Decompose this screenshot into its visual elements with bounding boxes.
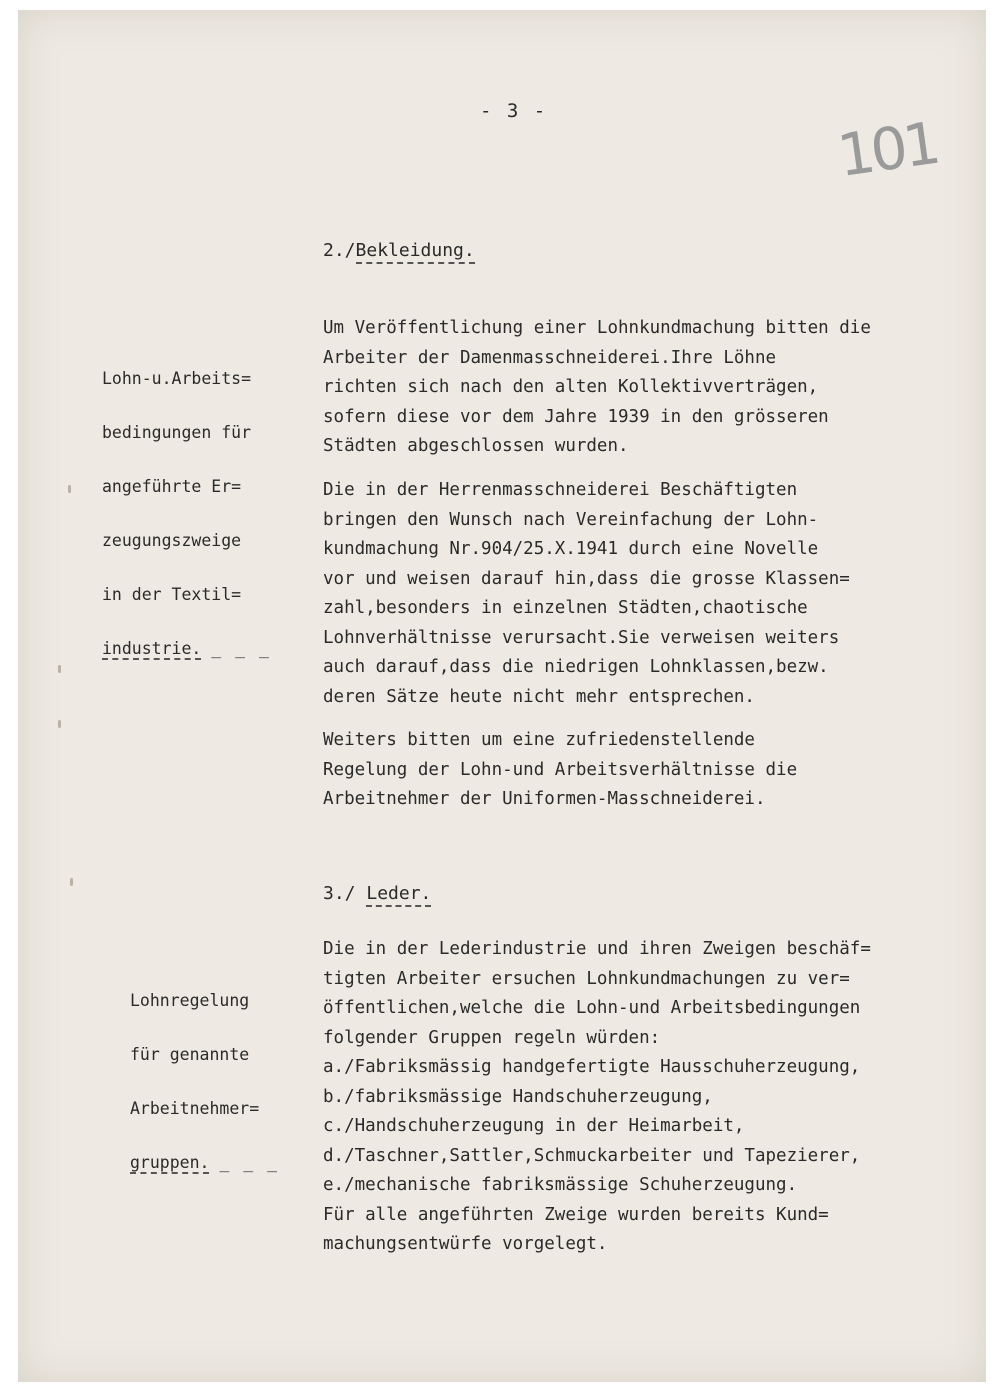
section-3-margin-note: [130, 956, 279, 1208]
margin-note-line: bedingungen für: [102, 423, 252, 442]
section-2-title: Bekleidung.: [356, 240, 475, 264]
list-item: d./Taschner,Sattler,Schmuckarbeiter und Tapezierer,: [323, 1145, 861, 1166]
paper-mark: [68, 485, 71, 493]
paper-mark: [70, 878, 73, 886]
list-item: a./Fabriksmässig handgefertigte Hausschuherzeugung,: [323, 1057, 861, 1077]
margin-note-dashes: _ _ _: [219, 1153, 280, 1172]
folio-number: 101: [833, 108, 941, 190]
text-line: kundmachung Nr.904/25.X.1941 durch eine Novelle: [323, 539, 819, 559]
text-line: sofern diese vor dem Jahre 1939 in den grösseren: [323, 406, 829, 427]
text-line: Städten abgeschlossen wurden.: [323, 436, 629, 456]
list-item: e./mechanische fabriksmässige Schuherzeugung.: [323, 1175, 798, 1195]
margin-note-line: Arbeitnehmer=: [130, 1099, 260, 1118]
paper-mark: [58, 665, 61, 673]
section-2-margin-note: [102, 334, 271, 694]
paper-mark: [58, 720, 61, 728]
text-line: tigten Arbeiter ersuchen Lohnkundmachungen zu ver=: [323, 968, 850, 989]
text-line: Die in der Herrenmasschneiderei Beschäftigten: [323, 480, 798, 500]
page-number: - 3 -: [480, 100, 548, 122]
margin-note-line: gruppen.: [130, 1153, 210, 1172]
text-line: vor und weisen darauf hin,dass die grosse Klassen=: [323, 568, 850, 589]
text-line: deren Sätze heute nicht mehr entsprechen.: [323, 686, 755, 707]
text-line: Arbeitnehmer der Uniformen-Masschneiderei.: [323, 789, 766, 809]
text-line: richten sich nach den alten Kollektivverträgen,: [323, 377, 819, 397]
section-2-number: 2./: [323, 240, 356, 261]
text-line: zahl,besonders in einzelnen Städten,chaotische: [323, 598, 808, 618]
text-line: Arbeiter der Damenmasschneiderei.Ihre Löhne: [323, 347, 777, 368]
section-2-paragraph-2: [323, 476, 983, 712]
text-line: öffentlichen,welche die Lohn-und Arbeitsbedingungen: [323, 998, 861, 1018]
document-page: [18, 10, 986, 1382]
margin-note-line: Lohnregelung: [130, 991, 250, 1010]
section-2-paragraph-1: [323, 314, 983, 462]
margin-note-line: industrie.: [102, 639, 202, 658]
margin-note-line: in der Textil=: [102, 585, 242, 604]
margin-note-dashes: _ _ _: [211, 639, 271, 658]
section-3-title: Leder.: [366, 883, 431, 907]
text-line: Die in der Lederindustrie und ihren Zweigen beschäf=: [323, 939, 871, 959]
text-line: Regelung der Lohn-und Arbeitsverhältnisse die: [323, 759, 798, 780]
margin-note-line: angeführte Er=: [102, 477, 242, 496]
margin-note-line: für genannte: [130, 1045, 250, 1064]
text-line: auch darauf,dass die niedrigen Lohnklassen,bezw.: [323, 657, 829, 677]
text-line: Weiters bitten um eine zufriedenstellende: [323, 730, 755, 750]
margin-note-line: zeugungszweige: [102, 531, 242, 550]
list-item: c./Handschuherzeugung in der Heimarbeit,: [323, 1116, 745, 1136]
text-line: Um Veröffentlichung einer Lohnkundmachung bitten die: [323, 318, 871, 338]
list-item: b./fabriksmässige Handschuherzeugung,: [323, 1086, 713, 1107]
section-3-paragraph: [323, 935, 983, 1260]
section-2-heading: [323, 240, 475, 261]
text-line: machungsentwürfe vorgelegt.: [323, 1234, 608, 1254]
text-line: bringen den Wunsch nach Vereinfachung der Lohn-: [323, 509, 819, 530]
text-line: Für alle angeführten Zweige wurden bereits Kund=: [323, 1204, 829, 1225]
section-3-heading: [323, 883, 431, 904]
text-line: folgender Gruppen regeln würden:: [323, 1027, 661, 1048]
text-line: Lohnverhältnisse verursacht.Sie verweisen weiters: [323, 627, 840, 648]
section-3-number: 3./: [323, 883, 356, 904]
section-2-paragraph-3: [323, 726, 983, 815]
margin-note-line: Lohn-u.Arbeits=: [102, 369, 252, 388]
